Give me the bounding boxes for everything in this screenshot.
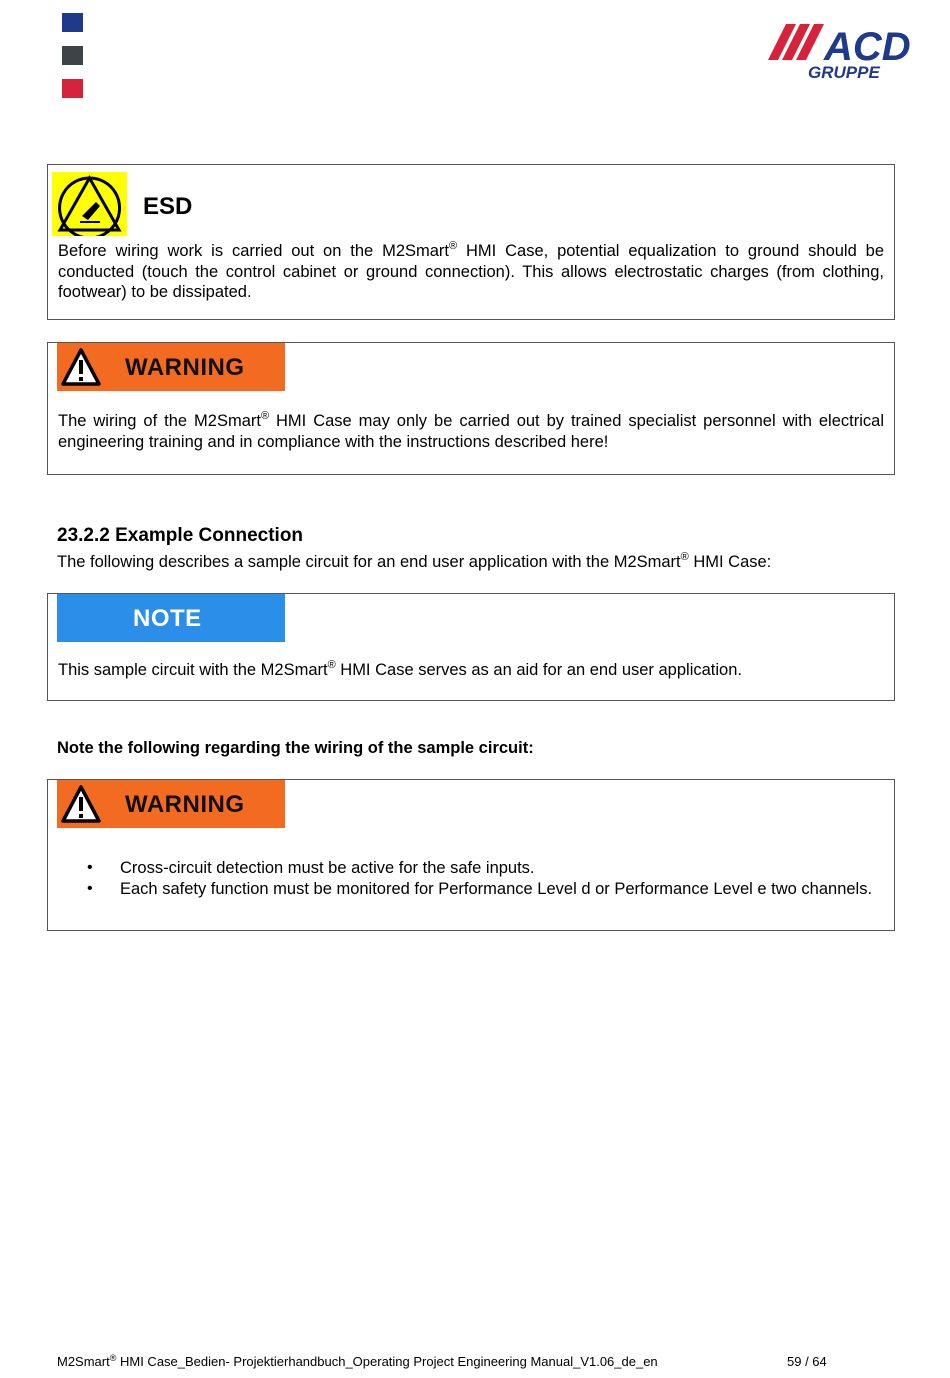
header-square-red bbox=[62, 79, 83, 98]
note-label: NOTE bbox=[133, 605, 202, 632]
esd-text: Before wiring work is carried out on the M2Smart® HMI Case, potential equalization to ground should be conducted (touch the control cabinet or ground connection). This allows electrostatic charges (from clothing, footwear) to be dissipated. bbox=[58, 240, 884, 301]
warning-triangle-icon bbox=[61, 348, 101, 386]
note-box bbox=[47, 593, 895, 701]
warning-label: WARNING bbox=[125, 354, 245, 381]
warning-banner bbox=[57, 343, 285, 391]
warning-box-qualified-personnel bbox=[47, 342, 895, 475]
warning-label: WARNING bbox=[125, 791, 245, 818]
esd-title: ESD bbox=[143, 193, 193, 220]
bullet-icon: • bbox=[87, 879, 93, 897]
warning2-bullet-list bbox=[58, 858, 884, 899]
note-text: This sample circuit with the M2Smart® HMI Case serves as an aid for an end user application. bbox=[58, 659, 742, 679]
wiring-note-heading: Note the following regarding the wiring of the sample circuit: bbox=[57, 739, 534, 757]
warning1-text: The wiring of the M2Smart® HMI Case may only be carried out by trained specialist personnel with electrical engineering training and in compliance with the instructions described here! bbox=[58, 410, 884, 451]
acd-gruppe-logo bbox=[766, 18, 918, 82]
section-intro: The following describes a sample circuit for an end user application with the M2Smart® HMI Case: bbox=[57, 551, 772, 571]
bullet-icon: • bbox=[87, 859, 93, 876]
note-banner bbox=[57, 594, 285, 642]
svg-text:ACD: ACD bbox=[824, 25, 911, 69]
warning-triangle-icon bbox=[61, 785, 101, 823]
footer-page-number: 59 / 64 bbox=[787, 1354, 827, 1369]
footer-document-title: M2Smart® HMI Case_Bedien- Projektierhandbuch_Operating Project Engineering Manual_V1.06_de_en bbox=[57, 1353, 658, 1369]
esd-icon bbox=[52, 172, 127, 236]
section-heading: 23.2.2 Example Connection bbox=[57, 525, 304, 546]
list-item: • Each safety function must be monitored for Performance Level d or Performance Level e two channels. bbox=[87, 879, 873, 898]
warning-box-safety-functions bbox=[47, 779, 895, 931]
warning-banner bbox=[57, 780, 285, 828]
esd-notice-box bbox=[47, 164, 895, 320]
svg-text:GRUPPE: GRUPPE bbox=[808, 63, 880, 82]
list-item: • Cross-circuit detection must be active for the safe inputs. bbox=[87, 859, 535, 877]
header-square-blue bbox=[62, 13, 83, 32]
header-square-grey bbox=[62, 46, 83, 65]
